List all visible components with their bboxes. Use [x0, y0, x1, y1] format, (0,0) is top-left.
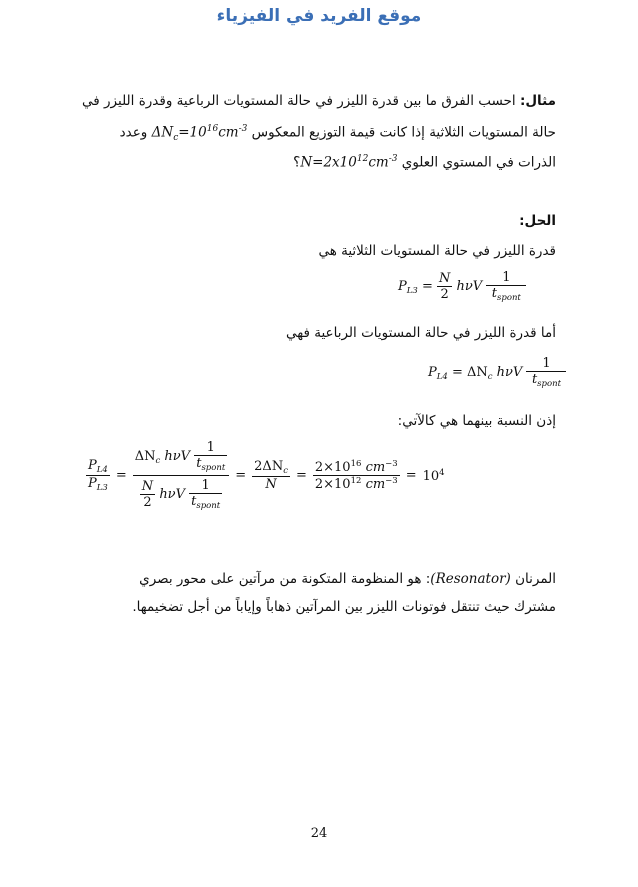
four-level-text: أما قدرة الليزر في حالة المستويات الرباعية فهي	[286, 325, 556, 341]
ratio-simplified: $\frac{2\Delta N_c}{N}$	[254, 459, 288, 492]
ratio-numeric: $\frac{2\times 10^{16} cm^{-3}}{2\times 10^{12} cm^{-3}}$	[314, 459, 398, 492]
resonator-definition: : هو المنظومة المتكونة من مرآتين على محور بصري	[139, 571, 431, 587]
example-line-1	[76, 88, 556, 114]
upper-level-value: $N=2x10^{12}cm^{-3}$	[300, 154, 398, 171]
resonator-term-english: (Resonator)	[430, 571, 511, 587]
three-level-text: قدرة الليزر في حالة المستويات الثلاثية هي	[318, 243, 556, 259]
equation-power-ratio: $\frac{P_{L4}}{P_{L3}}$ = $\Delta N_c$ hνV $\frac{1}{t_{spont}}$ $\frac{N}{2}$ hνV $\frac{1}{t_{spont}}$ = $\frac{2\Delta N_c}{N}$ = $\frac{2\times 10^{16} cm^{-3}}{2\times 10^{12} cm^{-3}}$ = $10^4$	[88, 440, 445, 511]
ratio-text: إذن النسبة بينهما هي كالآتي:	[397, 413, 556, 429]
example-line3-text: الذرات في المستوي العلوي	[401, 154, 556, 171]
equation-four-level-power: $P_{L4} = \Delta N_c$ hνV $\frac{1}{t_{spont}}$	[428, 356, 566, 389]
example-line-3	[76, 146, 556, 176]
ratio-lhs: $\frac{P_{L4}}{P_{L3}}$	[88, 458, 108, 493]
example-line1-text: احسب الفرق ما بين قدرة الليزر في حالة المستويات الرباعية وقدرة الليزر في	[82, 93, 520, 109]
equation-three-level-power: $P_{L3}$ = $\frac{N}{2}$ hνV $\frac{1}{t_{spont}}$	[398, 270, 526, 303]
question-mark: ؟	[293, 154, 301, 171]
inversion-value: $\Delta N_c=10^{16}cm^{-3}$	[151, 124, 248, 144]
resonator-line-2: مشترك حيث تنتقل فوتونات الليزر بين المرآتين ذهاباً وإياباً من أجل تضخيمها.	[132, 599, 556, 615]
page-number: 24	[310, 826, 328, 841]
example-line2-end: وعدد	[119, 124, 148, 141]
example-label: مثال:	[519, 93, 556, 109]
solution-label: الحل:	[519, 213, 556, 229]
site-title: موقع الفريد في الفيزياء	[216, 6, 422, 26]
example-line2-text: حالة المستويات الثلاثية إذا كانت قيمة التوزيع المعكوس	[251, 124, 556, 141]
resonator-term-arabic: المرنان	[515, 571, 556, 587]
ratio-result: $10^4$	[422, 467, 445, 484]
ratio-expanded: $\Delta N_c$ hνV $\frac{1}{t_{spont}}$ $\frac{N}{2}$ hνV $\frac{1}{t_{spont}}$	[133, 440, 230, 511]
resonator-line-1	[76, 566, 556, 592]
